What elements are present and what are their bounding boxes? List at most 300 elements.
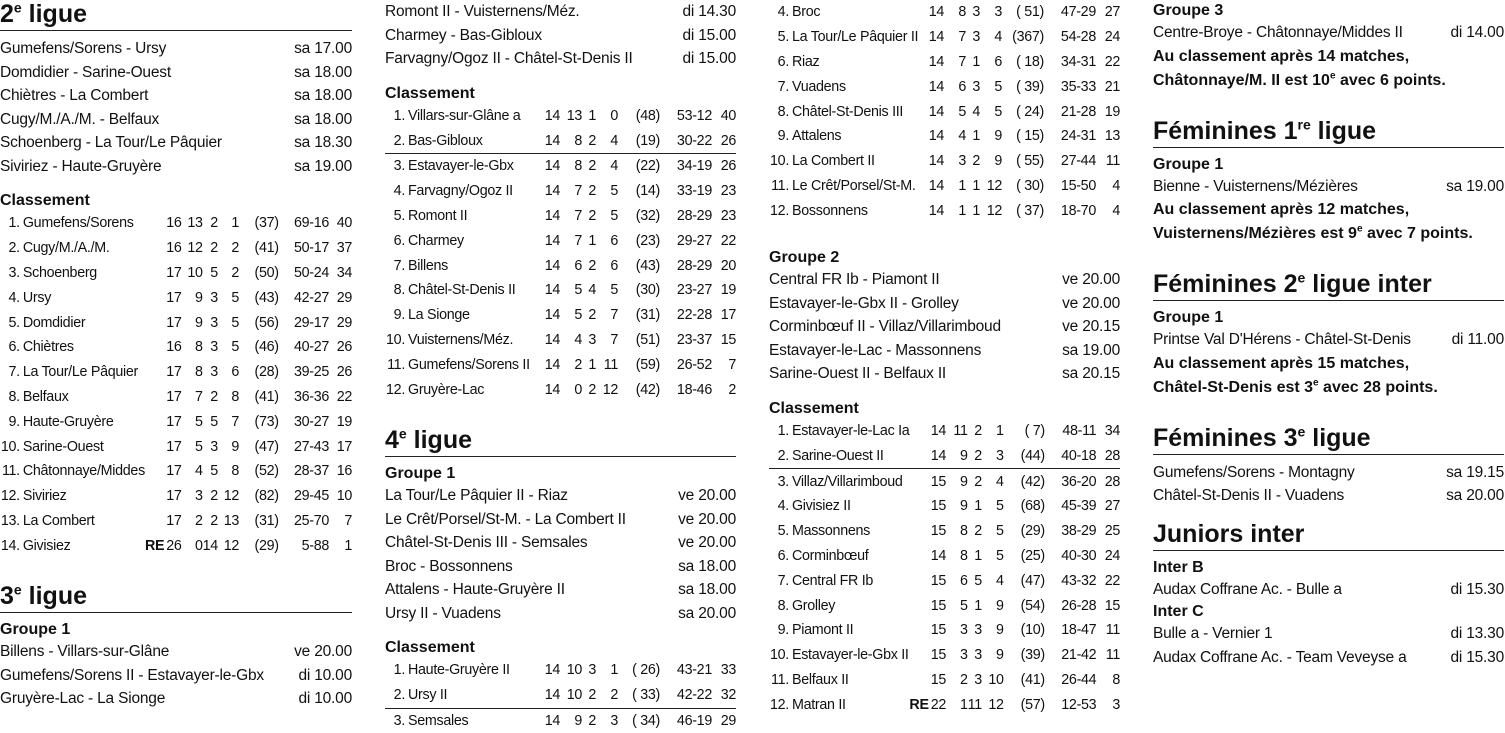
column-4 xyxy=(1153,0,1504,669)
match-row xyxy=(1153,21,1504,45)
standing-rank: 2. xyxy=(385,128,405,153)
standing-team: Farvagny/Ogoz II xyxy=(408,183,513,200)
standing-played: 14 xyxy=(928,78,944,95)
standing-draws: 2 xyxy=(588,158,596,175)
standing-rank: 6. xyxy=(393,232,405,249)
standing-played: 14 xyxy=(544,381,560,398)
standing-draws: 2 xyxy=(588,381,596,398)
match-time: di 15.30 xyxy=(1450,580,1504,598)
standing-draws: 2 xyxy=(210,512,218,529)
column-2 xyxy=(385,0,736,733)
standing-penalty: (68) xyxy=(1020,498,1045,515)
match-teams: Gumefens/Sorens - Montagny xyxy=(1153,463,1355,481)
match-teams: Printse Val D'Hérens - Châtel-St-Denis xyxy=(1153,331,1411,348)
standing-penalty: (43) xyxy=(635,257,660,274)
match-teams: Central FR Ib - Piamont II xyxy=(769,271,940,289)
standing-penalty: (47) xyxy=(254,438,279,455)
match-row xyxy=(0,108,352,132)
standing-draws: 2 xyxy=(974,423,982,440)
standing-draws: 11 xyxy=(967,696,982,713)
standing-played: 14 xyxy=(540,128,560,153)
standing-wins: 9 xyxy=(194,289,203,306)
standing-wins: 7 xyxy=(194,388,203,405)
table-row xyxy=(0,285,352,310)
standing-points: 28 xyxy=(1096,443,1120,468)
match-row xyxy=(385,602,736,626)
standing-wins: 3 xyxy=(958,153,966,170)
standing-losses: 12 xyxy=(986,177,1002,194)
match-teams: Audax Coffrane Ac. - Team Veveyse a xyxy=(1153,648,1407,666)
standing-penalty: (25) xyxy=(1020,548,1045,565)
standing-points: 40 xyxy=(720,107,736,124)
table-row xyxy=(0,360,352,385)
table-row xyxy=(385,253,736,278)
standing-points: 8 xyxy=(1112,672,1120,689)
standing-team: Gruyère-Lac xyxy=(408,381,485,398)
standing-team: Vuadens xyxy=(792,78,846,95)
standing-rank: 8. xyxy=(777,597,789,614)
standing-points: 24 xyxy=(1104,29,1120,46)
standing-team: Vuisternens/Méz. xyxy=(408,332,514,349)
standing-goals: 18-47 xyxy=(1061,622,1097,639)
match-time: sa 19.00 xyxy=(294,157,352,175)
standing-draws: 2 xyxy=(588,257,596,274)
match-row xyxy=(769,268,1120,292)
standing-points: 13 xyxy=(1104,128,1120,145)
standing-points: 21 xyxy=(1104,78,1120,95)
standings-label: Classement xyxy=(769,399,859,417)
standing-draws: 2 xyxy=(210,240,218,257)
match-list xyxy=(1153,21,1504,45)
match-teams: Estavayer-le-Lac - Massonnens xyxy=(769,341,982,359)
standing-penalty: ( 39) xyxy=(1016,78,1044,95)
standing-draws: 5 xyxy=(210,264,218,281)
match-row xyxy=(1153,328,1504,352)
match-time: ve 20.15 xyxy=(1062,318,1120,336)
standing-draws: 1 xyxy=(972,202,980,219)
standing-rank: 10. xyxy=(769,647,789,664)
standing-penalty: ( 37) xyxy=(1016,202,1044,219)
standing-losses: 4 xyxy=(995,572,1004,589)
league-heading-feminines-1re: Féminines 1re ligue xyxy=(1153,117,1504,148)
standing-draws: 3 xyxy=(588,332,596,349)
standing-losses: 5 xyxy=(610,208,618,225)
standing-losses: 13 xyxy=(223,512,240,529)
standing-penalty: (47) xyxy=(1020,572,1045,589)
standing-points: 22 xyxy=(336,388,352,405)
standing-rank: 6. xyxy=(777,548,789,565)
standing-losses: 2 xyxy=(231,240,240,257)
standing-penalty: (50) xyxy=(254,264,279,281)
standing-losses: 5 xyxy=(994,103,1002,120)
standing-points: 27 xyxy=(1104,498,1120,515)
standing-played: 15 xyxy=(930,597,946,614)
match-time: di 11.00 xyxy=(1451,331,1504,348)
standing-wins: 13 xyxy=(566,107,582,124)
standing-team: La Tour/Le Pâquier II xyxy=(792,29,919,46)
standing-draws: 3 xyxy=(974,672,982,689)
standing-losses: 9 xyxy=(995,597,1004,614)
match-row xyxy=(1153,622,1504,646)
standing-team: Estavayer-le-Gbx II xyxy=(791,647,909,664)
standing-draws: 2 xyxy=(588,713,596,730)
standing-wins: 0 xyxy=(194,537,203,554)
standing-goals: 21-42 xyxy=(1061,647,1097,664)
standing-penalty: ( 34) xyxy=(632,713,660,730)
table-row xyxy=(0,211,352,236)
standing-team: La Sionge xyxy=(408,307,470,324)
standing-goals: 42-27 xyxy=(294,289,330,306)
standing-rank: 1. xyxy=(8,215,20,232)
group-label: Inter C xyxy=(1153,603,1204,620)
standing-wins: 8 xyxy=(560,128,582,153)
standing-goals: 18-46 xyxy=(676,381,712,398)
standing-penalty: (73) xyxy=(254,413,279,430)
match-row xyxy=(769,292,1120,316)
match-list xyxy=(1153,461,1504,508)
match-teams: Billens - Villars-sur-Glâne xyxy=(0,643,170,661)
match-teams: Ursy II - Vuadens xyxy=(385,604,501,622)
standing-goals: 29-27 xyxy=(676,232,712,249)
standing-wins: 7 xyxy=(574,183,582,200)
standing-draws: 3 xyxy=(972,29,980,46)
standing-points: 29 xyxy=(336,314,352,331)
standing-played: 14 xyxy=(544,107,560,124)
standing-team: Gumefens/Sorens II xyxy=(408,356,530,373)
standing-points: 22 xyxy=(1104,572,1120,589)
standing-played: 14 xyxy=(930,548,946,565)
match-time: sa 18.00 xyxy=(678,581,736,599)
standing-losses: 1 xyxy=(610,662,618,679)
standing-penalty: (367) xyxy=(1012,29,1044,46)
standing-penalty: (42) xyxy=(1020,473,1045,490)
standing-draws: 2 xyxy=(974,473,982,490)
standings-label: Classement xyxy=(385,84,475,102)
match-teams: Chiètres - La Combert xyxy=(0,87,149,104)
standing-team: Matran II xyxy=(791,696,846,713)
match-row xyxy=(0,37,352,61)
standing-team: La Tour/Le Pâquier xyxy=(22,364,139,381)
standing-draws: 3 xyxy=(972,4,980,21)
standing-penalty: (31) xyxy=(254,512,279,529)
match-time: di 14.30 xyxy=(682,3,736,20)
table-row xyxy=(385,179,736,204)
standing-rank: 10. xyxy=(770,153,789,170)
standing-wins: 3 xyxy=(960,647,968,664)
standing-points: 24 xyxy=(1104,548,1120,565)
standing-played: 14 xyxy=(930,423,946,440)
standing-goals: 28-29 xyxy=(676,208,712,225)
standing-losses: 8 xyxy=(231,463,240,480)
match-teams: Farvagny/Ogoz II - Châtel-St-Denis II xyxy=(385,50,633,67)
standing-penalty: (41) xyxy=(254,240,279,257)
match-time: di 14.00 xyxy=(1450,24,1504,41)
standing-wins: 5 xyxy=(574,307,582,324)
match-list xyxy=(0,640,352,711)
match-row xyxy=(385,484,736,508)
standing-losses: 5 xyxy=(231,314,240,331)
standing-team: La Combert II xyxy=(792,153,875,170)
standing-goals: 40-27 xyxy=(294,339,330,356)
match-time: di 10.00 xyxy=(298,690,352,708)
standing-goals: 36-20 xyxy=(1061,473,1097,490)
standing-goals: 30-27 xyxy=(294,413,330,430)
standing-rank: 5. xyxy=(777,523,789,540)
standing-penalty: (41) xyxy=(1020,672,1045,689)
standing-team: Haute-Gruyère xyxy=(22,413,114,430)
standing-points: 7 xyxy=(344,512,352,529)
standing-played: 14 xyxy=(544,307,560,324)
group-label: Groupe 1 xyxy=(0,621,71,639)
standing-losses: 5 xyxy=(231,339,240,356)
standing-penalty: ( 55) xyxy=(1016,153,1044,170)
match-teams: Le Crêt/Porsel/St-M. - La Combert II xyxy=(385,510,626,528)
match-row xyxy=(385,0,736,24)
standing-team: Semsales xyxy=(408,713,469,730)
standing-wins: 4 xyxy=(194,463,203,480)
table-row xyxy=(0,484,352,509)
standing-team: Central FR Ib xyxy=(791,572,874,589)
standing-played: 17 xyxy=(166,463,182,480)
standing-team: Sarine-Ouest II xyxy=(789,443,909,468)
table-row xyxy=(769,544,1120,569)
standing-losses: 4 xyxy=(994,29,1002,46)
standing-rank: 12. xyxy=(769,696,789,713)
group-label: Inter B xyxy=(1153,558,1204,576)
standing-team: Châtel-St-Denis II xyxy=(408,282,516,299)
standing-penalty: ( 26) xyxy=(632,662,660,679)
standing-rank: 5. xyxy=(777,29,789,46)
standing-draws: 2 xyxy=(588,208,596,225)
standing-draws: 2 xyxy=(210,388,218,405)
standing-points: 7 xyxy=(728,356,736,373)
standing-team: Schoenberg xyxy=(22,264,97,281)
standing-played: 14 xyxy=(928,4,944,21)
standing-rank: 7. xyxy=(777,572,789,589)
standing-losses: 1 xyxy=(231,215,240,232)
match-time: sa 18.30 xyxy=(294,134,352,151)
standing-points: 27 xyxy=(1104,4,1120,21)
standing-losses: 5 xyxy=(231,289,240,306)
standing-points: 28 xyxy=(1104,473,1120,490)
standing-rank: 8. xyxy=(393,282,405,299)
standing-goals: 30-22 xyxy=(664,128,712,153)
standing-penalty: (14) xyxy=(635,183,660,200)
standing-played: 17 xyxy=(166,438,182,455)
standing-penalty: ( 7) xyxy=(1024,423,1045,440)
standing-goals: 38-29 xyxy=(1061,523,1097,540)
standing-points: 26 xyxy=(720,158,736,175)
table-row xyxy=(385,228,736,253)
match-time: sa 20.00 xyxy=(1446,487,1504,504)
match-teams: Sarine-Ouest II - Belfaux II xyxy=(769,365,947,383)
table-row xyxy=(769,443,1120,468)
standing-played: 17 xyxy=(166,314,182,331)
standing-wins: 9 xyxy=(960,473,968,490)
standings-label: Classement xyxy=(0,192,90,209)
standing-rank: 7. xyxy=(393,257,405,274)
standing-wins: 7 xyxy=(958,29,966,46)
standing-points: 26 xyxy=(336,339,352,356)
standing-goals: 48-11 xyxy=(1062,423,1097,440)
standing-rank: 12. xyxy=(770,202,789,219)
standing-draws: 2 xyxy=(588,183,596,200)
standing-goals: 39-25 xyxy=(294,364,330,381)
standing-wins: 10 xyxy=(560,683,582,708)
standing-losses: 8 xyxy=(231,388,240,405)
standing-team: Charmey xyxy=(408,232,464,249)
standing-points: 10 xyxy=(336,488,352,505)
standing-points: 19 xyxy=(336,413,352,430)
standing-goals: 36-36 xyxy=(294,388,330,405)
standing-played: 17 xyxy=(166,488,182,505)
standing-points: 15 xyxy=(1104,597,1120,614)
standing-draws: 3 xyxy=(588,662,596,679)
standing-wins: 6 xyxy=(574,257,582,274)
match-teams: Estavayer-le-Gbx II - Grolley xyxy=(769,294,959,312)
table-row xyxy=(769,643,1120,668)
match-row xyxy=(385,508,736,532)
standing-points: 22 xyxy=(1104,53,1120,70)
standing-played: 15 xyxy=(930,473,946,490)
standing-goals: 47-29 xyxy=(1060,4,1096,21)
standing-played: 17 xyxy=(166,388,182,405)
match-teams: Bienne - Vuisternens/Mézières xyxy=(1153,177,1358,195)
standing-draws: 4 xyxy=(972,103,980,120)
table-row xyxy=(0,385,352,410)
standing-losses: 5 xyxy=(610,282,618,299)
standing-draws: 3 xyxy=(210,289,218,306)
standing-played-value: 22 xyxy=(930,696,946,713)
standing-wins: 2 xyxy=(574,356,582,373)
match-time: sa 19.00 xyxy=(1062,341,1120,359)
table-row xyxy=(385,128,736,153)
standing-penalty: (59) xyxy=(635,356,660,373)
standing-played: 15 xyxy=(930,672,946,689)
match-teams: Cugy/M./A./M. - Belfaux xyxy=(0,110,160,128)
table-row xyxy=(0,310,352,335)
standing-rank: 2. xyxy=(385,683,405,708)
standing-losses: 4 xyxy=(610,158,618,175)
standing-rank: 9. xyxy=(393,307,405,324)
standing-wins: 9 xyxy=(960,498,968,515)
relegated-mark: RE xyxy=(144,537,165,554)
standing-draws: 5 xyxy=(974,572,982,589)
standing-penalty: (39) xyxy=(1020,647,1045,664)
standing-team: La Combert xyxy=(22,512,95,529)
league-heading-feminines-2e: Féminines 2e ligue inter xyxy=(1153,270,1504,301)
table-row xyxy=(769,0,1120,25)
match-list xyxy=(1153,175,1504,199)
standing-losses: 6 xyxy=(610,232,618,249)
standing-penalty: (37) xyxy=(254,215,279,232)
match-teams: Corminbœuf II - Villaz/Villarimboud xyxy=(769,318,1001,336)
match-row xyxy=(0,155,352,179)
standing-played: 17 xyxy=(166,289,182,306)
standing-played: 15 xyxy=(930,523,946,540)
standing-wins: 4 xyxy=(958,128,966,145)
standing-penalty: (56) xyxy=(254,314,279,331)
standing-penalty: (51) xyxy=(635,332,660,349)
match-time: di 15.00 xyxy=(682,26,736,44)
standing-rank: 11. xyxy=(387,356,405,373)
standing-rank: 1. xyxy=(777,423,789,440)
standing-losses: 12 xyxy=(602,381,618,398)
standing-penalty: (28) xyxy=(254,364,279,381)
standing-points: 11 xyxy=(1105,647,1120,664)
standing-goals: 28-37 xyxy=(294,463,330,480)
standing-goals: 23-37 xyxy=(676,332,712,349)
standing-losses: 9 xyxy=(994,128,1002,145)
match-time: di 15.00 xyxy=(682,50,736,67)
standing-draws: 1 xyxy=(972,128,980,145)
standing-points: 4 xyxy=(1112,177,1120,194)
standing-draws: 2 xyxy=(582,128,596,153)
standing-wins: 2 xyxy=(194,512,203,529)
standing-losses: 9 xyxy=(994,153,1002,170)
standing-losses: 7 xyxy=(231,413,240,430)
match-teams: Centre-Broye - Châtonnaye/Middes II xyxy=(1153,24,1403,41)
match-row xyxy=(769,339,1120,363)
standing-losses: 1 xyxy=(995,423,1004,440)
match-time: ve 20.00 xyxy=(678,487,736,505)
standing-team: Châtonnaye/Middes xyxy=(22,463,145,480)
standing-points: 20 xyxy=(720,257,736,274)
standing-penalty: (30) xyxy=(635,282,660,299)
standing-losses: 12 xyxy=(223,537,240,554)
standing-team: Villars-sur-Glâne a xyxy=(408,107,521,124)
standing-goals: 46-19 xyxy=(676,713,712,730)
standing-goals: 28-29 xyxy=(676,257,712,274)
standing-played-value: 26 xyxy=(166,537,182,554)
table-row xyxy=(0,533,352,558)
standing-penalty: ( 24) xyxy=(1016,103,1044,120)
table-row xyxy=(385,683,736,708)
match-time: sa 18.00 xyxy=(294,87,352,104)
standing-rank: 10. xyxy=(0,438,20,455)
standing-team: Siviriez xyxy=(22,488,67,505)
table-row xyxy=(769,124,1120,149)
match-row xyxy=(0,640,352,664)
standing-wins: 9 xyxy=(574,713,582,730)
standing-losses: 9 xyxy=(995,647,1004,664)
standing-wins: 5 xyxy=(194,438,203,455)
group-label: Groupe 2 xyxy=(769,249,840,267)
standing-team: Givisiez II xyxy=(791,498,851,515)
standing-penalty: (19) xyxy=(618,128,664,153)
standing-penalty: (57) xyxy=(1020,696,1045,713)
standing-team: Le Crêt/Porsel/St-M. xyxy=(792,177,916,194)
match-time: ve 20.00 xyxy=(1062,294,1120,312)
table-row xyxy=(769,568,1120,593)
standing-wins: 7 xyxy=(958,53,966,70)
standing-penalty: ( 51) xyxy=(1016,4,1044,21)
standing-team: Châtel-St-Denis III xyxy=(792,103,904,120)
standing-losses: 7 xyxy=(610,307,618,324)
standing-team: Riaz xyxy=(792,53,820,70)
standing-rank: 8. xyxy=(777,103,789,120)
standing-penalty: (46) xyxy=(254,339,279,356)
standing-goals: 54-28 xyxy=(1060,29,1096,46)
standing-wins: 5 xyxy=(960,597,968,614)
table-row xyxy=(385,708,736,733)
standing-draws: 1 xyxy=(972,177,980,194)
standing-draws: 3 xyxy=(974,622,982,639)
standing-points: 16 xyxy=(336,463,352,480)
standing-penalty: (43) xyxy=(254,289,279,306)
standing-points: 15 xyxy=(720,332,736,349)
standing-penalty: (54) xyxy=(1020,597,1045,614)
